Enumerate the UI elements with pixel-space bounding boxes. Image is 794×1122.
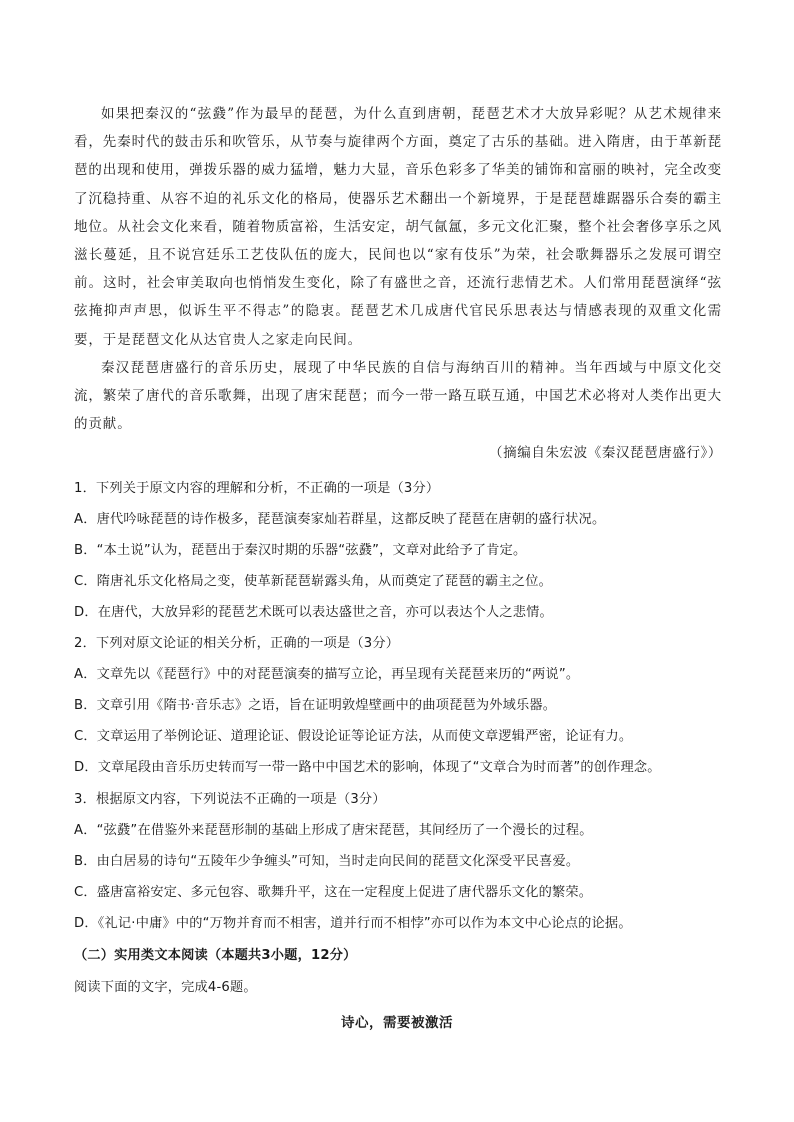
question-3-option-a: A．“弦鼗”在借鉴外来琵琶形制的基础上形成了唐宋琵琶，其间经历了一个漫长的过程。	[74, 823, 593, 838]
passage-paragraph-1: 如果把秦汉的“弦鼗”作为最早的琵琶，为什么直到唐朝，琵琶艺术才大放异彩呢？从艺术规律来看，先秦时代的鼓击乐和吹管乐，从节奏与旋律两个方面，奠定了古乐的基础。进入隋唐，由于革新琵琶的出现和使用，弹拨乐器的威力猛增，魅力大显，音乐色彩多了华美的铺饰和富丽的映衬，完全改变了沉稳持重、从容不迫的礼乐文化的格局，使器乐艺术翻出一个新境界，于是琵琶雄踞器乐合奏的霸主地位。从社会文化来看，随着物质富裕，生活安定，胡气氤氲，多元文化汇聚，整个社会奢侈享乐之风滋长蔓延，且不说宫廷乐工艺伎队伍的庞大，民间也以“家有伎乐”为荣，社会歌舞器乐之发展可谓空前。这时，社会审美取向也悄悄发生变化，除了有盛世之音，还流行悲情艺术。人们常用琵琶演绎“弦弦掩抑声声思，似诉生平不得志”的隐衷。琵琶艺术几成唐代官民乐思表达与情感表现的双重文化需要，于是琵琶文化从达官贵人之家走向民间。	[74, 106, 722, 348]
question-1-stem: 1．下列关于原文内容的理解和分析，不正确的一项是（3分）	[74, 481, 440, 496]
question-1-option-d: D．在唐代，大放异彩的琵琶艺术既可以表达盛世之音，亦可以表达个人之悲情。	[74, 605, 553, 620]
question-1-option-b: B．“本土说”认为，琵琶出于秦汉时期的乐器“弦鼗”，文章对此给予了肯定。	[74, 543, 527, 558]
section-2-instruction: 阅读下面的文字，完成4-6题。	[74, 980, 257, 995]
reading-passage	[74, 100, 722, 438]
passage-paragraph-2: 秦汉琵琶唐盛行的音乐历史，展现了中华民族的自信与海纳百川的精神。当年西域与中原文化交流，繁荣了唐代的音乐歌舞，出现了唐宋琵琶；而今一带一路互联互通，中国艺术必将对人类作出更大的贡献。	[74, 359, 722, 433]
question-3-option-c: C．盛唐富裕安定、多元包容、歌舞升平，这在一定程度上促进了唐代器乐文化的繁荣。	[74, 885, 593, 900]
section-2-title: （二）实用类文本阅读（本题共3小题，12分）	[74, 948, 357, 963]
question-3-stem: 3．根据原文内容，下列说法不正确的一项是（3分）	[74, 792, 386, 807]
article-title: 诗心，需要被激活	[341, 1015, 453, 1031]
passage-source: （摘编自朱宏波《秦汉琵琶唐盛行》）	[489, 445, 722, 461]
question-2-option-a: A．文章先以《琵琶行》中的对琵琶演奏的描写立论，再呈现有关琵琶来历的“两说”。	[74, 667, 580, 682]
question-1-option-c: C．隋唐礼乐文化格局之变，使革新琵琶崭露头角，从而奠定了琵琶的霸主之位。	[74, 574, 552, 589]
question-1-option-a: A．唐代吟咏琵琶的诗作极多，琵琶演奏家灿若群星，这都反映了琵琶在唐朝的盛行状况。	[74, 512, 606, 527]
question-2-option-b: B．文章引用《隋书·音乐志》之语，旨在证明敦煌壁画中的曲项琵琶为外域乐器。	[74, 698, 557, 713]
question-2-option-d: D．文章尾段由音乐历史转而写一带一路中中国艺术的影响，体现了“文章合为时而著”的创作理念。	[74, 760, 661, 775]
question-2-stem: 2．下列对原文论证的相关分析，正确的一项是（3分）	[74, 636, 400, 651]
question-2-option-c: C．文章运用了举例论证、道理论证、假设论证等论证方法，从而使文章逻辑严密，论证有力。	[74, 729, 633, 744]
question-3-option-b: B．由白居易的诗句“五陵年少争缠头”可知，当时走向民间的琵琶文化深受平民喜爱。	[74, 854, 580, 869]
question-3-option-d: D．《礼记·中庸》中的“万物并育而不相害，道并行而不相悖”亦可以作为本文中心论点的论据。	[74, 916, 632, 931]
